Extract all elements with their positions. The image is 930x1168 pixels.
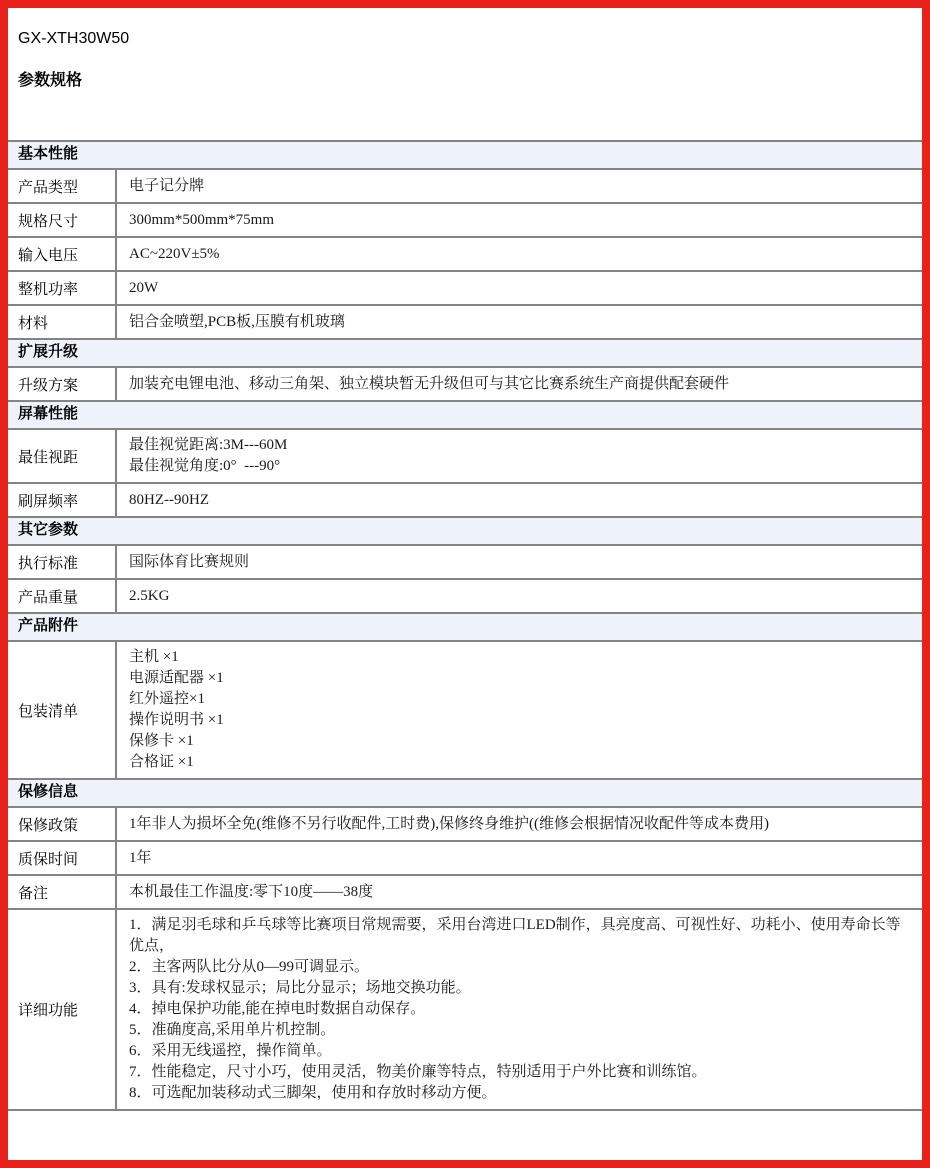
value-line: 80HZ--90HZ [129,491,209,508]
row-label: 质保时间 [8,842,117,874]
row-label: 包装清单 [8,642,117,778]
row-label: 详细功能 [8,910,117,1109]
section-header: 基本性能 [8,140,922,168]
value-line: 4．掉电保护功能,能在掉电时数据自动保存。 [129,1001,426,1017]
value-line: 合格证 ×1 [129,754,194,770]
row-value [117,843,922,874]
value-line: 8．可选配加装移动式三脚架，使用和存放时移动方便。 [129,1085,497,1101]
value-line: 2．主客两队比分从0—99可调显示。 [129,959,370,975]
row-value [117,581,922,612]
value-line: 300mm*500mm*75mm [129,211,275,228]
value-line: 铝合金喷塑,PCB板,压膜有机玻璃 [129,313,345,330]
row-label: 规格尺寸 [8,204,117,236]
spec-table [8,140,922,1111]
row-value [117,369,922,400]
value-line: 1年非人为损坏全免(维修不另行收配件,工时费),保修终身维护((维修会根据情况收配件等成本费用) [129,815,769,832]
row-value [117,642,922,778]
spec-section-title: 参数规格 [18,72,83,89]
value-line: AC~220V±5% [129,245,220,262]
row-value [117,547,922,578]
value-line: 最佳视觉距离:3M---60M [129,437,288,453]
table-row [8,578,922,612]
row-value [117,430,922,482]
table-row [8,304,922,338]
row-value [117,877,922,908]
row-value [117,307,922,338]
row-label: 输入电压 [8,238,117,270]
value-line: 红外遥控×1 [129,691,205,707]
table-row [8,874,922,908]
value-line: 20W [129,279,159,296]
row-label: 备注 [8,876,117,908]
row-label: 升级方案 [8,368,117,400]
value-line: 本机最佳工作温度:零下10度——38度 [129,883,374,900]
row-value [117,239,922,270]
row-label: 整机功率 [8,272,117,304]
table-row [8,236,922,270]
value-line: 操作说明书 ×1 [129,712,224,728]
value-line: 1．满足羽毛球和乒乓球等比赛项目常规需要，采用台湾进口LED制作，具亮度高、可视性好、功耗小、使用寿命长等优点， [129,917,901,954]
table-row [8,840,922,874]
row-label: 刷屏频率 [8,484,117,516]
value-line: 3．具有:发球权显示；局比分显示；场地交换功能。 [129,980,471,996]
value-line: 保修卡 ×1 [129,733,194,749]
product-model-title: GX-XTH30W50 [18,30,130,47]
table-row [8,270,922,304]
table-row [8,908,922,1109]
section-header: 屏幕性能 [8,400,922,428]
page-header [8,8,922,90]
section-header: 其它参数 [8,516,922,544]
value-line: 最佳视觉角度:0° ---90° [129,458,281,474]
row-label: 材料 [8,306,117,338]
value-line: 2.5KG [129,587,170,604]
row-label: 最佳视距 [8,430,117,482]
section-header: 扩展升级 [8,338,922,366]
section-header: 保修信息 [8,778,922,806]
table-row [8,366,922,400]
table-row [8,428,922,482]
table-row [8,202,922,236]
table-row [8,482,922,516]
row-label: 保修政策 [8,808,117,840]
row-label: 产品类型 [8,170,117,202]
row-value [117,809,922,840]
table-row [8,544,922,578]
table-row [8,640,922,778]
value-line: 加装充电锂电池、移动三角架、独立模块暂无升级但可与其它比赛系统生产商提供配套硬件 [129,375,730,392]
row-label: 执行标准 [8,546,117,578]
table-row [8,168,922,202]
value-line: 电子记分牌 [129,177,205,194]
value-line: 6．采用无线遥控，操作简单。 [129,1043,332,1059]
row-value [117,485,922,516]
value-line: 电源适配器 ×1 [129,670,224,686]
value-line: 1年 [129,849,152,866]
section-header: 产品附件 [8,612,922,640]
row-value [117,273,922,304]
value-line: 7．性能稳定，尺寸小巧，使用灵活，物美价廉等特点，特别适用于户外比赛和训练馆。 [129,1064,707,1080]
table-row [8,806,922,840]
value-line: 5．准确度高,采用单片机控制。 [129,1022,336,1038]
value-line: 主机 ×1 [129,649,179,665]
row-label: 产品重量 [8,580,117,612]
row-value [117,171,922,202]
row-value [117,910,922,1109]
row-value [117,205,922,236]
value-line: 国际体育比赛规则 [129,553,250,570]
